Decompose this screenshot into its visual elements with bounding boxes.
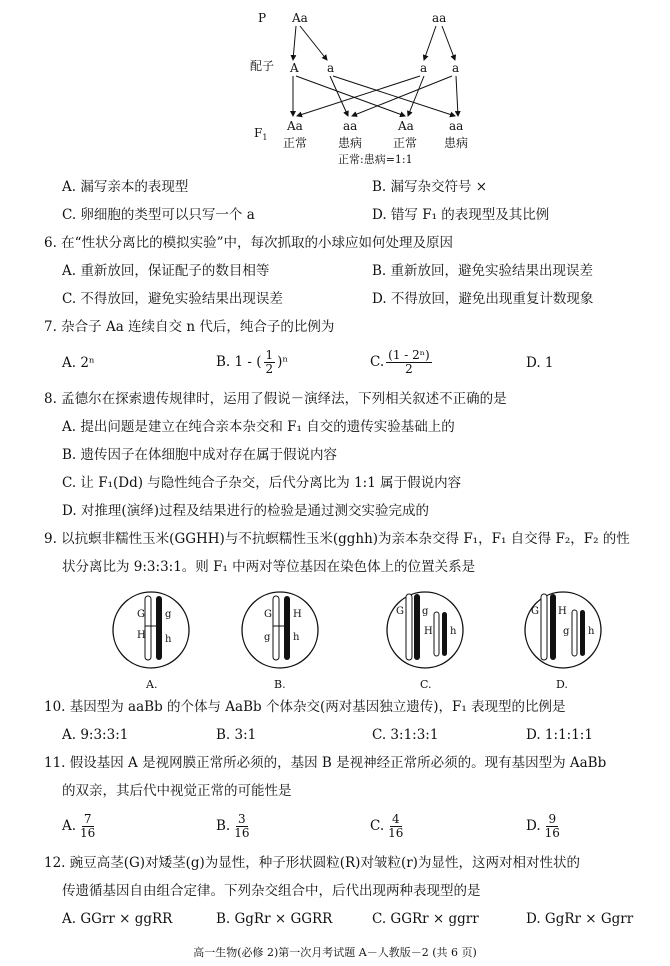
svg-text:G: G — [137, 609, 145, 620]
q6-option-a: A. 重新放回，保证配子的数目相等 — [62, 263, 270, 279]
q11-stem-line1: 11. 假设基因 A 是视网膜正常所必须的，基因 B 是视神经正常所必须的。现有基因型为 AaBb — [44, 755, 607, 771]
parent1-genotype: Aa — [292, 11, 308, 25]
parent2-genotype: aa — [432, 11, 447, 25]
q6-option-c: C. 不得放回，避免实验结果出现误差 — [62, 291, 283, 307]
q12-stem-line2: 传遗循基因自由组合定律。下列杂交组合中，后代出现两种表现型的是 — [62, 883, 481, 899]
genetic-cross-diagram — [0, 0, 670, 170]
q10-option-a: A. 9:3:3:1 — [62, 727, 129, 743]
q7-c-fraction: $\frac{\text{(1 - 2ⁿ)}}{2}$ — [388, 347, 430, 376]
q12-stem-line1: 12. 豌豆高茎(G)对矮茎(g)为显性，种子形状圆粒(R)对皱粒(r)为显性，这两对相对性状的 — [44, 855, 580, 871]
p-generation-label: P — [258, 11, 267, 25]
q6-option-d: D. 不得放回，避免出现重复计数现象 — [372, 291, 594, 307]
cell-a — [113, 592, 189, 691]
q6-option-b: B. 重新放回，避免实验结果出现误差 — [372, 263, 594, 279]
q6-stem: 6. 在“性状分离比的模拟实验”中，每次抓取的小球应如何处理及原因 — [44, 235, 453, 251]
cell-c-label: C. — [420, 678, 432, 691]
q7-option-b: B. 1 - ( $\frac{1}{2}$ )ⁿ — [216, 347, 289, 376]
f1-label: $F_1$ — [254, 126, 268, 142]
svg-text:H: H — [293, 609, 302, 620]
cell-d — [525, 592, 601, 691]
cell-c — [387, 592, 463, 691]
gamete-3: a — [420, 61, 428, 75]
q10-option-b: B. 3:1 — [216, 727, 257, 743]
gamete-2: a — [327, 61, 335, 75]
offspring-4-genotype: aa — [449, 119, 464, 133]
svg-text:H: H — [137, 630, 146, 641]
q12-option-b: B. GgRr × GGRR — [216, 911, 333, 927]
q11-option-d: D. $\frac{9}{16}$ — [526, 811, 560, 840]
q5-option-c: C. 卵细胞的类型可以只写一个 a — [62, 207, 255, 223]
q8-stem: 8. 孟德尔在探索遗传规律时，运用了假说－演绎法，下列相关叙述不正确的是 — [44, 391, 507, 407]
q11-stem-line2: 的双亲，其后代中视觉正常的可能性是 — [62, 783, 292, 799]
q11-option-a: A. $\frac{7}{16}$ — [62, 811, 96, 840]
svg-text:h: h — [588, 626, 595, 637]
svg-text:h: h — [293, 632, 300, 643]
q5-option-a: A. 漏写亲本的表现型 — [62, 179, 189, 195]
q9-stem-line2: 状分离比为 9:3:3:1。则 F₁ 中两对等位基因在染色体上的位置关系是 — [62, 559, 476, 575]
q10-option-c: C. 3:1:3:1 — [372, 727, 439, 743]
svg-text:G: G — [396, 606, 404, 617]
svg-text:g: g — [563, 626, 570, 637]
cell-d-label: D. — [556, 678, 568, 691]
cell-b-label: B. — [274, 678, 286, 691]
q11-option-b: B. $\frac{3}{16}$ — [216, 811, 250, 840]
q11-option-c: C. $\frac{4}{16}$ — [370, 811, 404, 840]
q12-option-d: D. GgRr × Ggrr — [526, 911, 634, 927]
q8-option-d: D. 对推理(演绎)过程及结果进行的检验是通过测交实验完成的 — [62, 503, 429, 519]
offspring-2-phenotype: 患病 — [338, 136, 363, 150]
svg-text:h: h — [165, 634, 172, 645]
svg-text:H: H — [424, 626, 433, 637]
gamete-label: 配子 — [250, 59, 275, 73]
svg-text:h: h — [450, 626, 457, 637]
q7-option-c: C. $\frac{\text{(1 - 2ⁿ)}}{2}$ — [370, 347, 430, 376]
offspring-3-phenotype: 正常 — [393, 136, 418, 150]
q12-option-a: A. GGrr × ggRR — [62, 911, 173, 927]
q5-option-d: D. 错写 F₁ 的表现型及其比例 — [372, 207, 550, 223]
page-footer: 高一生物(必修 2)第一次月考试题 A－人教版－2 (共 6 页) — [193, 946, 477, 959]
q10-option-d: D. 1:1:1:1 — [526, 727, 593, 743]
offspring-4-phenotype: 患病 — [444, 136, 469, 150]
svg-text:g: g — [422, 606, 429, 617]
q10-stem: 10. 基因型为 aaBb 的个体与 AaBb 个体杂交(两对基因独立遗传)，F₁ 表现型的比例是 — [44, 699, 566, 715]
cell-a-label: A. — [146, 678, 158, 691]
ratio-text: 正常:患病=1:1 — [338, 153, 413, 166]
offspring-1-genotype: Aa — [287, 119, 303, 133]
chromosome-diagrams — [0, 582, 670, 692]
q7-b-fraction: $\frac{1}{2}$ — [265, 347, 274, 376]
gamete-4: a — [452, 61, 460, 75]
q8-option-a: A. 提出问题是建立在纯合亲本杂交和 F₁ 自交的遗传实验基础上的 — [62, 419, 455, 435]
svg-text:g: g — [264, 632, 271, 643]
gamete-1: A — [290, 61, 299, 75]
q8-option-b: B. 遗传因子在体细胞中成对存在属于假说内容 — [62, 447, 338, 463]
q5-option-b: B. 漏写杂交符号 × — [372, 179, 488, 195]
q12-option-c: C. GGRr × ggrr — [372, 911, 479, 927]
q8-option-c: C. 让 F₁(Dd) 与隐性纯合子杂交，后代分离比为 1:1 属于假说内容 — [62, 475, 462, 491]
q7-option-a: A. 2ⁿ — [62, 355, 95, 371]
svg-text:g: g — [165, 609, 172, 620]
q9-stem-line1: 9. 以抗螟非糯性玉米(GGHH)与不抗螟糯性玉米(gghh)为亲本杂交得 F₁，F₁ 自交得 F₂，F₂ 的性 — [44, 531, 630, 547]
q7-stem: 7. 杂合子 Aa 连续自交 n 代后，纯合子的比例为 — [44, 319, 335, 335]
offspring-3-genotype: Aa — [398, 119, 414, 133]
svg-text:G: G — [531, 606, 539, 617]
svg-text:H: H — [558, 606, 567, 617]
offspring-2-genotype: aa — [343, 119, 358, 133]
offspring-1-phenotype: 正常 — [283, 136, 308, 150]
q7-option-d: D. 1 — [526, 355, 554, 371]
svg-text:G: G — [264, 609, 272, 620]
cell-b — [242, 592, 318, 691]
